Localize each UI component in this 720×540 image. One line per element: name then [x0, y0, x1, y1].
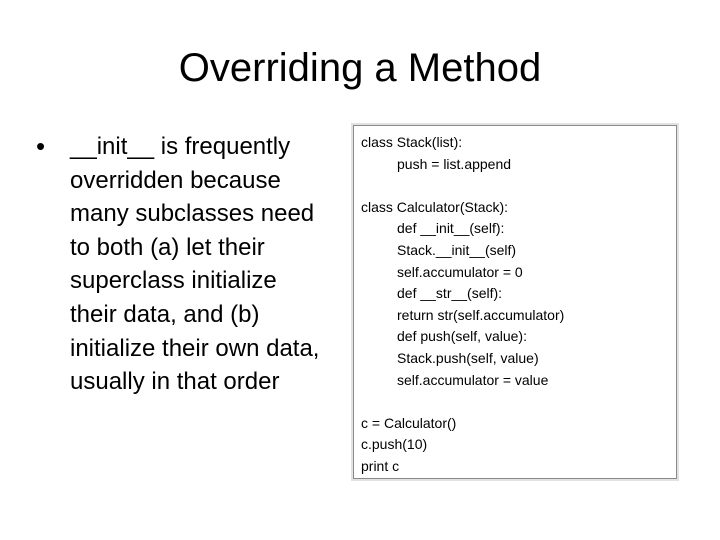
- code-line: self.accumulator = 0: [397, 263, 523, 280]
- code-line: [361, 391, 672, 413]
- code-line: def __init__(self):: [397, 220, 505, 237]
- bullet-list: [36, 130, 356, 399]
- bullet-text: __init__ is frequently overridden because many subclasses need to both (a) let their superclass initialize their data, and (b) initialize their own data, usually in that order: [70, 133, 320, 396]
- code-line: self.accumulator = value: [397, 371, 549, 388]
- code-box: [353, 125, 677, 479]
- code-line: print c: [361, 457, 400, 474]
- code-line: return str(self.accumulator): [397, 306, 565, 323]
- code-line: def __str__(self):: [397, 285, 503, 302]
- code-line: class Stack(list):: [361, 134, 463, 150]
- slide-title: Overriding a Method: [178, 46, 542, 90]
- code-line: class Calculator(Stack):: [361, 198, 509, 215]
- code-line: Stack.push(self, value): [397, 349, 539, 366]
- code-line: push = list.append: [397, 155, 512, 172]
- code-line: c.push(10): [361, 436, 428, 453]
- code-line: [361, 175, 672, 197]
- bullet-marker: •: [36, 131, 46, 161]
- code-listing: [361, 132, 672, 478]
- code-line: Stack.__init__(self): [397, 241, 517, 258]
- code-line: c = Calculator(): [361, 414, 457, 431]
- code-line: def push(self, value):: [397, 328, 527, 345]
